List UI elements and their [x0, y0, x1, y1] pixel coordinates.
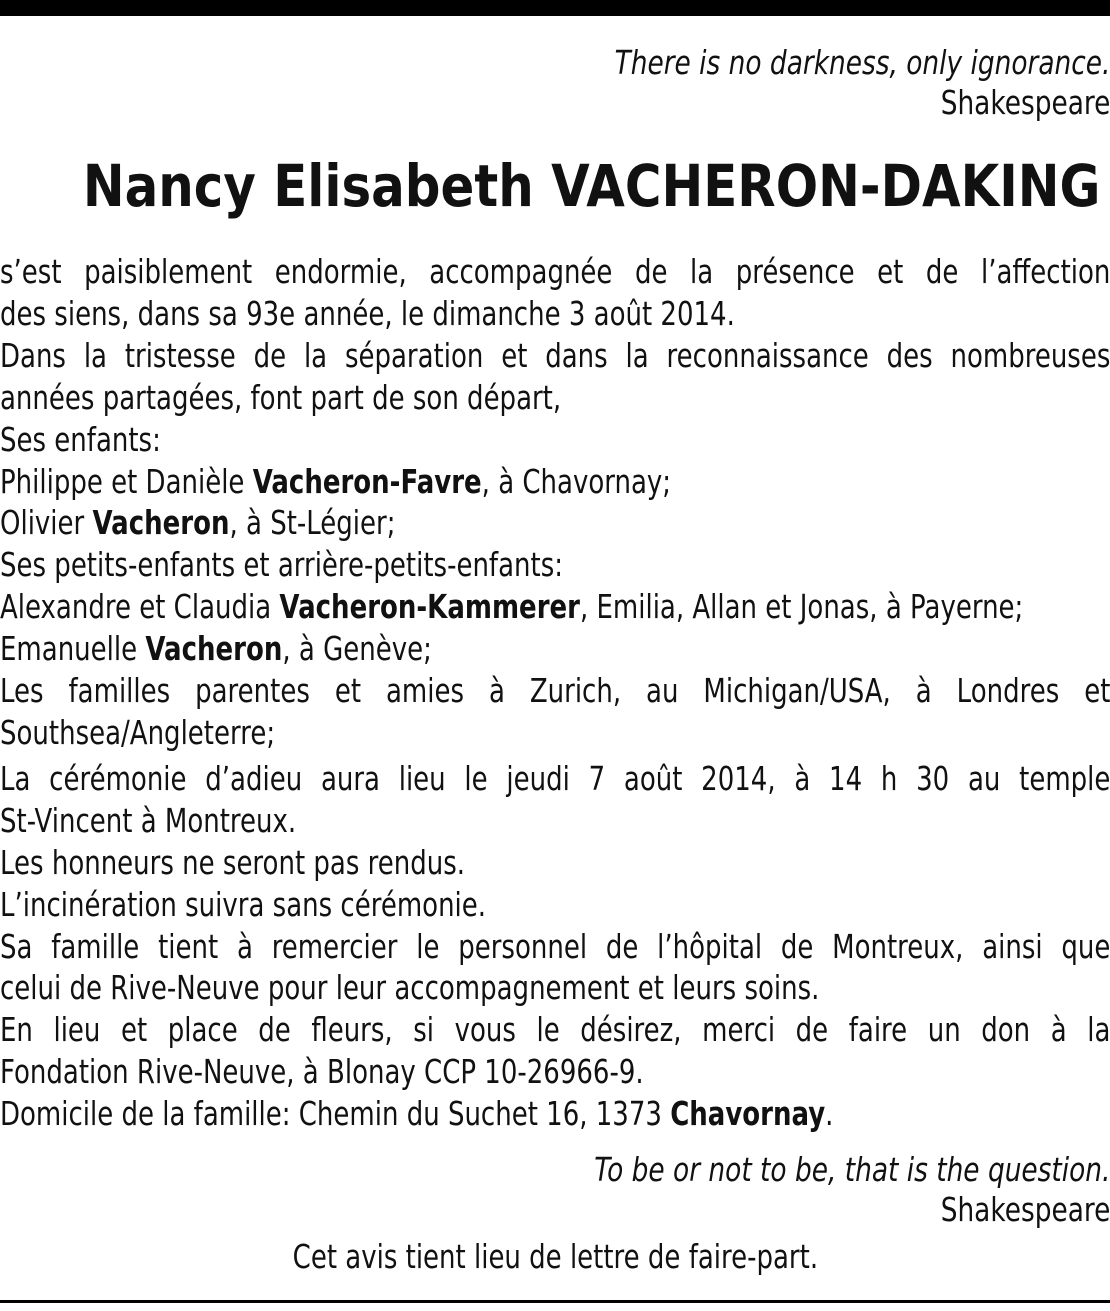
text-line	[0, 252, 1110, 294]
text-segment: Ses enfants:	[0, 420, 161, 459]
text-segment: , Emilia, Allan et Jonas, à Payerne;	[579, 588, 1024, 627]
text-line	[0, 927, 1110, 969]
text-segment: celui de Rive-Neuve pour leur accompagnement et leurs soins.	[0, 969, 820, 1008]
family-name: Vacheron	[145, 630, 283, 669]
top-border	[0, 0, 1110, 16]
text-segment: Southsea/Angleterre;	[0, 713, 276, 752]
text-segment: , à St-Légier;	[229, 504, 396, 543]
obituary-body	[0, 252, 1110, 1136]
text-segment: , à Chavornay;	[481, 462, 672, 501]
text-line	[0, 420, 1110, 462]
family-name: Chavornay	[670, 1095, 826, 1134]
deceased-name: Nancy Elisabeth VACHERON-DAKING	[82, 152, 1101, 220]
text-line	[0, 587, 1110, 629]
bottom-quote	[0, 1150, 1110, 1230]
text-segment: Sa famille tient à remercier le personnel de l’hôpital de Montreux, ainsi que	[0, 927, 1110, 966]
text-line	[0, 843, 1110, 885]
text-segment: Emanuelle	[0, 630, 146, 669]
text-line	[0, 1094, 1110, 1136]
text-line	[0, 1010, 1110, 1052]
text-segment: Les honneurs ne seront pas rendus.	[0, 843, 466, 882]
text-segment: St-Vincent à Montreux.	[0, 801, 297, 840]
text-segment: Olivier	[0, 504, 93, 543]
text-line	[0, 462, 1110, 504]
family-name: Vacheron-Kammerer	[279, 588, 580, 627]
quote-author: Shakespeare	[940, 83, 1110, 122]
text-segment: Dans la tristesse de la séparation et dans la reconnaissance des nombreuses	[0, 336, 1110, 375]
text-line	[0, 378, 1110, 420]
text-segment: Les familles parentes et amies à Zurich, au Michigan/USA, à Londres et	[0, 672, 1110, 711]
text-segment: En lieu et place de fleurs, si vous le désirez, merci de faire un don à la	[0, 1011, 1110, 1050]
quote-text: There is no darkness, only ignorance.	[614, 43, 1110, 82]
text-line	[0, 671, 1110, 713]
text-line	[0, 713, 1110, 755]
text-segment: Alexandre et Claudia	[0, 588, 280, 627]
text-segment: années partagées, font part de son départ,	[0, 378, 562, 417]
text-segment: La cérémonie d’adieu aura lieu le jeudi 7 août 2014, à 14 h 30 au temple	[0, 759, 1110, 798]
text-segment: s’est paisiblement endormie, accompagnée de la présence et de l’affection	[0, 253, 1110, 291]
text-segment: Domicile de la famille: Chemin du Suchet 16, 1373	[0, 1095, 671, 1134]
text-segment: Ses petits-enfants et arrière-petits-enfants:	[0, 546, 563, 585]
text-line	[0, 759, 1110, 801]
text-line	[0, 885, 1110, 927]
text-segment: , à Genève;	[282, 630, 432, 669]
text-line	[0, 294, 1110, 336]
text-line	[0, 629, 1110, 671]
text-line	[0, 801, 1110, 843]
top-quote	[0, 43, 1110, 123]
text-segment: Fondation Rive-Neuve, à Blonay CCP 10-26966-9.	[0, 1053, 644, 1092]
family-name: Vacheron	[92, 504, 230, 543]
family-name: Vacheron-Favre	[252, 462, 482, 501]
footer-note: Cet avis tient lieu de lettre de faire-part.	[292, 1238, 818, 1276]
bottom-border	[0, 1300, 1110, 1303]
text-line	[0, 968, 1110, 1010]
quote-text: To be or not to be, that is the question.	[594, 1150, 1110, 1189]
text-segment: Philippe et Danièle	[0, 462, 253, 501]
text-segment: .	[825, 1095, 834, 1134]
text-segment: L’incinération suivra sans cérémonie.	[0, 885, 487, 924]
quote-author: Shakespeare	[940, 1190, 1110, 1229]
text-line	[0, 1052, 1110, 1094]
text-line	[0, 336, 1110, 378]
text-segment: des siens, dans sa 93e année, le dimanche 3 août 2014.	[0, 294, 735, 333]
text-line	[0, 503, 1110, 545]
text-line	[0, 545, 1110, 587]
